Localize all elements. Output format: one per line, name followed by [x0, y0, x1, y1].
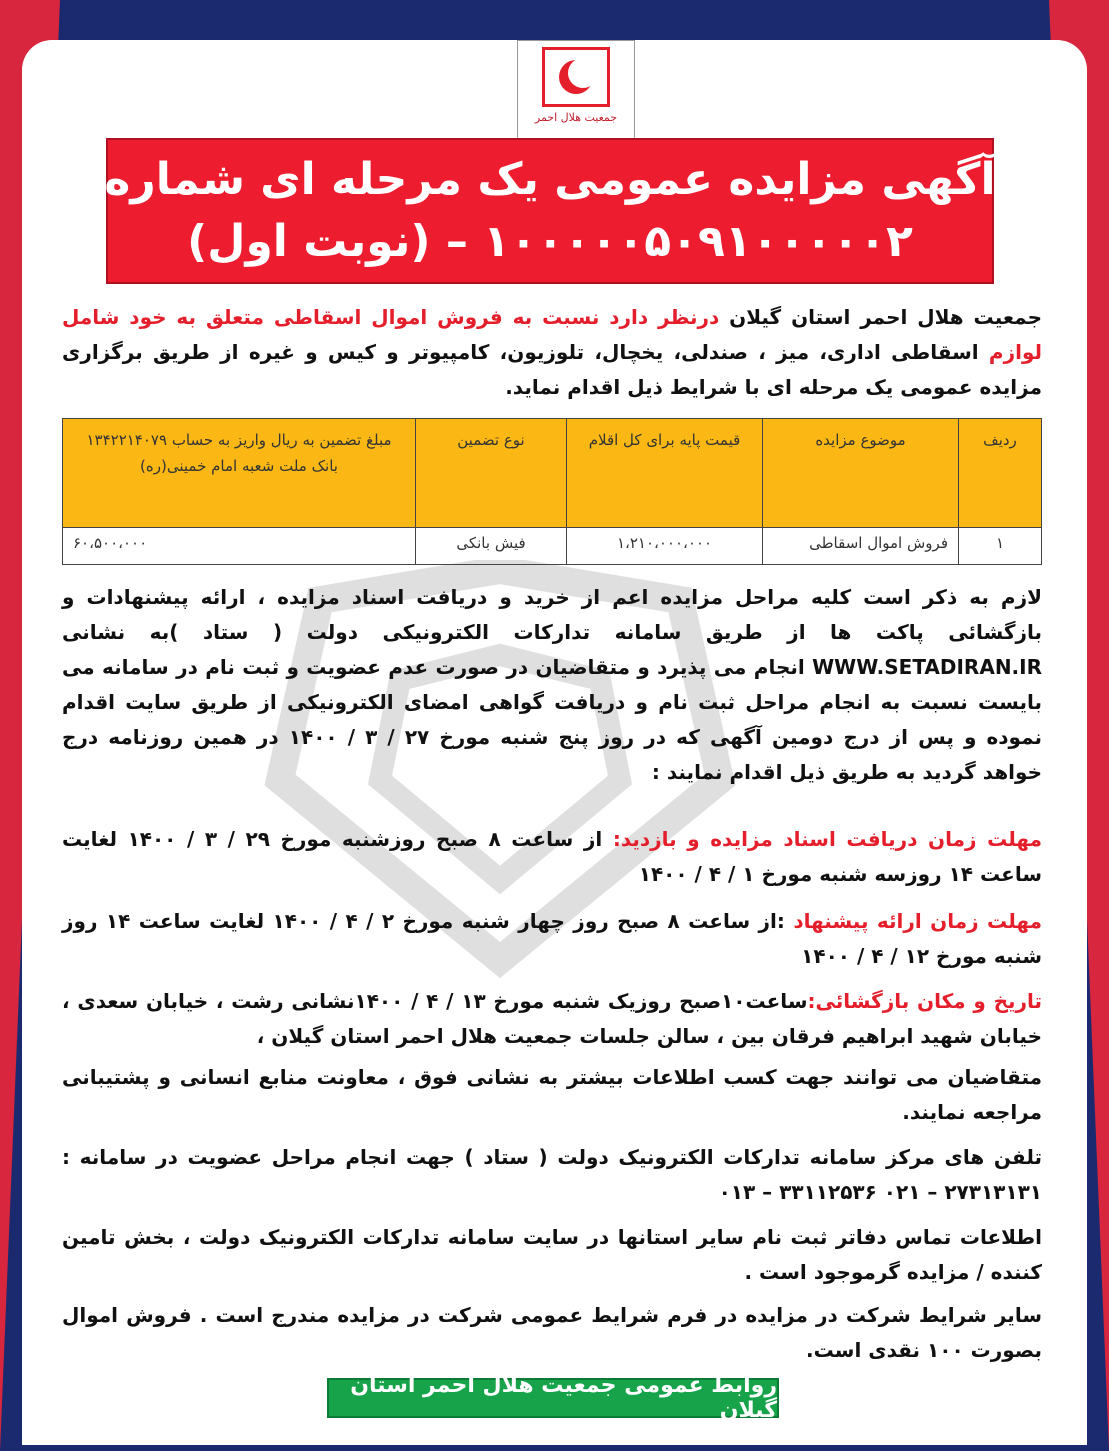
table-row [63, 528, 1042, 565]
docs-deadline-text: از ساعت ۸ صبح روزشنبه مورخ ۲۹ / ۳ / ۱۴۰۰ لغایت ساعت ۱۴ روزسه شنبه مورخ ۱ / ۴ / ۱۴۰۰ [62, 827, 1042, 886]
header-guarantee-amount: مبلغ تضمین به ریال واریز به حساب ۱۳۴۲۲۱۴۰۷۹ بانک ملت شعبه امام خمینی(ره) [63, 419, 416, 528]
public-relations-footer: روابط عمومی جمعیت هلال احمر استان گیلان [327, 1378, 779, 1418]
cell-row-no: ۱ [959, 528, 1042, 565]
header-subject: موضوع مزایده [763, 419, 959, 528]
cell-guarantee-type: فیش بانکی [416, 528, 567, 565]
intro-start: جمعیت هلال احمر استان گیلان [719, 305, 1042, 329]
auction-table [62, 418, 1042, 565]
crescent-icon [542, 47, 610, 107]
intro-paragraph [62, 300, 1042, 405]
opening-text: ساعت۱۰صبح روزیک شنبه مورخ ۱۳ / ۴ / ۱۴۰۰نشانی رشت ، خیابان سعدی ، خیابان شهید ابراهیم فرقان بین ، سالن جلسات جمعیت هلال احمر استان گیلان ، [62, 989, 1042, 1048]
opening-label: تاریخ و مکان بازگشائی: [807, 989, 1043, 1013]
phones-paragraph: تلفن های مرکز سامانه تدارکات الکترونیک دولت ( ستاد ) جهت انجام مراحل عضویت در سامانه : ۲۷۳۱۳۱۳۱ – ۰۲۱ ۳۳۱۱۲۵۳۶ – ۰۱۳ [62, 1145, 1042, 1204]
setad-paragraph: لازم به ذکر است کلیه مراحل مزایده اعم از خرید و دریافت اسناد مزایده ، ارائه پیشنهادات و بازگشائی پاکت ها از طریق سامانه تدارکات الکترونیکی دولت ( ستاد )به نشانی WWW.SETADIRAN.IR انجام می پذیرد و متقاضیان در صورت عدم عضویت و ثبت نام در سامانه می بایست نسبت به انجام مراحل ثبت نام و دریافت گواهی امضای الکترونیکی از طریق سایت اقدام نموده و پس از درج دومین آگهی که در روز پنج شنبه مورخ ۲۷ / ۳ / ۱۴۰۰ در همین روزنامه درج خواهد گردید به طریق ذیل اقدام نمایند : [62, 585, 1043, 784]
intro-rest: اسقاطی اداری، میز ، صندلی، یخچال، تلوزیون، کامپیوتر و کیس و غیره از طریق برگزاری مزایده عمومی یک مرحله ای با شرایط ذیل اقدام نماید. [62, 340, 1042, 399]
auction-title-banner [106, 138, 994, 284]
offer-deadline-text: :از ساعت ۸ صبح روز چهار شنبه مورخ ۲ / ۴ / ۱۴۰۰ لغایت ساعت ۱۴ روز شنبه مورخ ۱۲ / ۴ / ۱۴۰۰ [62, 909, 1042, 968]
header-guarantee-type: نوع تضمین [416, 419, 567, 528]
header-row-no: ردیف [959, 419, 1042, 528]
intro-highlight: درنظر دارد نسبت به فروش اموال اسقاطی متعلق به خود شامل لوازم [62, 305, 1042, 364]
contact-paragraph: متقاضیان می توانند جهت کسب اطلاعات بیشتر به نشانی فوق ، معاونت منابع انسانی و پشتیبانی مراجعه نمایند. [62, 1065, 1042, 1124]
docs-deadline-paragraph [62, 822, 1042, 892]
table-header-row [63, 419, 1042, 528]
offer-deadline-label: مهلت زمان ارائه پیشنهاد [793, 909, 1042, 933]
docs-deadline-label: مهلت زمان دریافت اسناد مزایده و بازدید: [612, 827, 1042, 851]
title-line-2: ۱۰۰۰۰۰۵۰۹۱۰۰۰۰۰۲ – (نوبت اول) [187, 216, 913, 267]
cell-guarantee-amount: ۶۰،۵۰۰،۰۰۰ [63, 528, 416, 565]
cell-base-price: ۱،۲۱۰،۰۰۰،۰۰۰ [567, 528, 763, 565]
opening-paragraph [62, 984, 1042, 1054]
header-base-price: قیمت پایه برای کل اقلام [567, 419, 763, 528]
offer-deadline-paragraph [62, 904, 1042, 974]
offices-paragraph: اطلاعات تماس دفاتر ثبت نام سایر استانها در سایت سامانه تدارکات الکترونیک دولت ، بخش تامین کننده / مزایده گرموجود است . [62, 1225, 1042, 1284]
logo-org-name: جمعیت هلال احمر [534, 111, 618, 124]
other-terms-paragraph: سایر شرایط شرکت در مزایده در فرم شرایط عمومی شرکت در مزایده مندرج است . فروش اموال بصورت ۱۰۰ نقدی است. [62, 1303, 1042, 1362]
cell-subject: فروش اموال اسقاطی [763, 528, 959, 565]
title-line-1: آگهی مزایده عمومی یک مرحله ای شماره [104, 154, 996, 205]
